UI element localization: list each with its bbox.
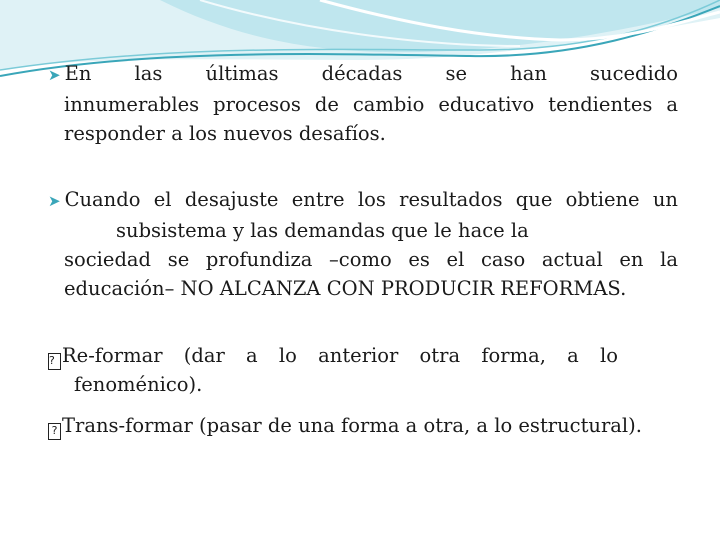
paragraph-2 bbox=[48, 185, 678, 303]
paragraph-1 bbox=[48, 59, 678, 148]
paragraph-3-line-1: ? Re-formar (dar a lo anterior otra forma, a lo bbox=[48, 341, 618, 370]
paragraph-2-line-3: sociedad se profundiza –como es el caso actual en la bbox=[64, 248, 678, 271]
paragraph-3-line-2: fenoménico). bbox=[74, 373, 203, 396]
missing-glyph-icon: ? bbox=[48, 423, 61, 440]
paragraph-1-line-1: ➤ En las últimas décadas se han sucedido bbox=[48, 62, 678, 85]
missing-glyph-icon: ? bbox=[48, 353, 61, 370]
paragraph-4-line-1: ? Trans-formar (pasar de una forma a otra, a lo estructural). bbox=[48, 411, 678, 440]
paragraph-1-line-3: responder a los nuevos desafíos. bbox=[64, 122, 386, 145]
paragraph-2-line-2: subsistema y las demandas que le hace la bbox=[116, 219, 529, 242]
right-arrow-icon: ➤ bbox=[48, 66, 61, 84]
paragraph-4 bbox=[48, 411, 678, 440]
paragraph-2-line-1: ➤ Cuando el desajuste entre los resultados que obtiene un bbox=[48, 188, 678, 211]
paragraph-1-line-2: innumerables procesos de cambio educativo tendientes a bbox=[64, 93, 678, 116]
paragraph-2-line-4: educación– NO ALCANZA CON PRODUCIR REFORMAS. bbox=[64, 277, 627, 300]
right-arrow-icon: ➤ bbox=[48, 192, 61, 210]
paragraph-3 bbox=[48, 341, 618, 399]
